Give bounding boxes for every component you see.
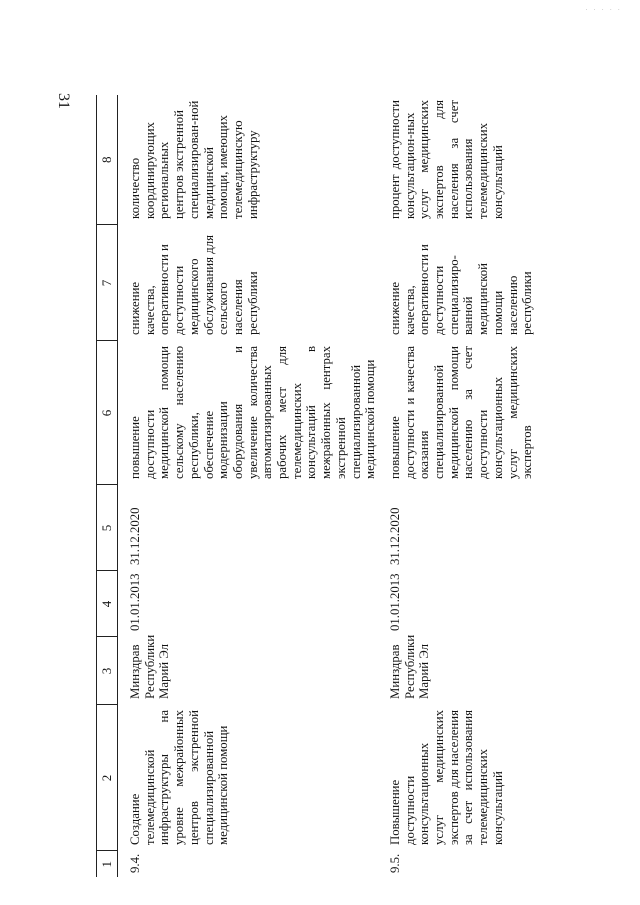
- event-name: Создание телемедицинской инфраструктуры на уровне межрайонных центров экстренной специализированной медицинской помощи: [128, 710, 231, 845]
- scan-corner-mark: · · · · ·: [585, 6, 622, 14]
- column-number-6: 6: [97, 341, 118, 485]
- non-implementation-consequences: снижение качества, оперативности и доступности медицинского обслуживания для сельского населения республики: [128, 234, 260, 335]
- non-implementation-consequences: снижение качества, оперативности и доступности специализиро-ванной медицинской помощи населению республики: [387, 244, 535, 335]
- rotated-table-sheet: [96, 95, 560, 877]
- expected-result: повышение доступности медицинской помощи сельскому населению республики, обеспечение модернизации оборудования и увеличение количества автоматизированных рабочих мест для телемедицинских консультаций в межрайонных центрах экстренной специализированной медицинской помощи: [128, 346, 378, 479]
- row-number: 9.5.: [387, 853, 402, 873]
- column-number-3: 3: [97, 637, 118, 705]
- column-number-row: [97, 95, 118, 877]
- executor: Минздрав Республики Марий Эл: [128, 634, 172, 699]
- program-events-table: [96, 95, 573, 877]
- page-number: 31: [55, 93, 72, 109]
- start-date: 01.01.2013: [128, 573, 142, 631]
- column-number-1: 1: [97, 851, 118, 877]
- end-date: 31.12.2020: [128, 507, 142, 565]
- column-number-8: 8: [97, 95, 118, 225]
- target-indicator: количество координирующих региональных центров экстренной специализирован-ной медицинской помощи, имеющих телемедицинскую инфраструктуру: [128, 100, 260, 219]
- row-number: 9.4.: [128, 853, 142, 873]
- event-name: Повышение доступности консультационных услуг медицинских экспертов для населения за счет использования телемедицинских консультаций: [387, 710, 505, 845]
- expected-result: повышение доступности и качества оказания специализированной медицинской помощи населению за счет доступности консультационных услуг медицинских экспертов: [387, 346, 535, 479]
- column-number-7: 7: [97, 225, 118, 341]
- start-date: 01.01.2013: [387, 573, 402, 631]
- executor: Минздрав Республики Марий Эл: [387, 634, 432, 699]
- column-number-4: 4: [97, 571, 118, 637]
- target-indicator: процент доступности консультацион-ных услуг медицинских экспертов для населения за счет использования телемедицинских консультаций: [387, 100, 505, 219]
- column-number-2: 2: [97, 705, 118, 851]
- table-row: [378, 95, 573, 877]
- column-number-5: 5: [97, 485, 118, 571]
- end-date: 31.12.2020: [387, 507, 402, 565]
- table-row: [118, 95, 378, 877]
